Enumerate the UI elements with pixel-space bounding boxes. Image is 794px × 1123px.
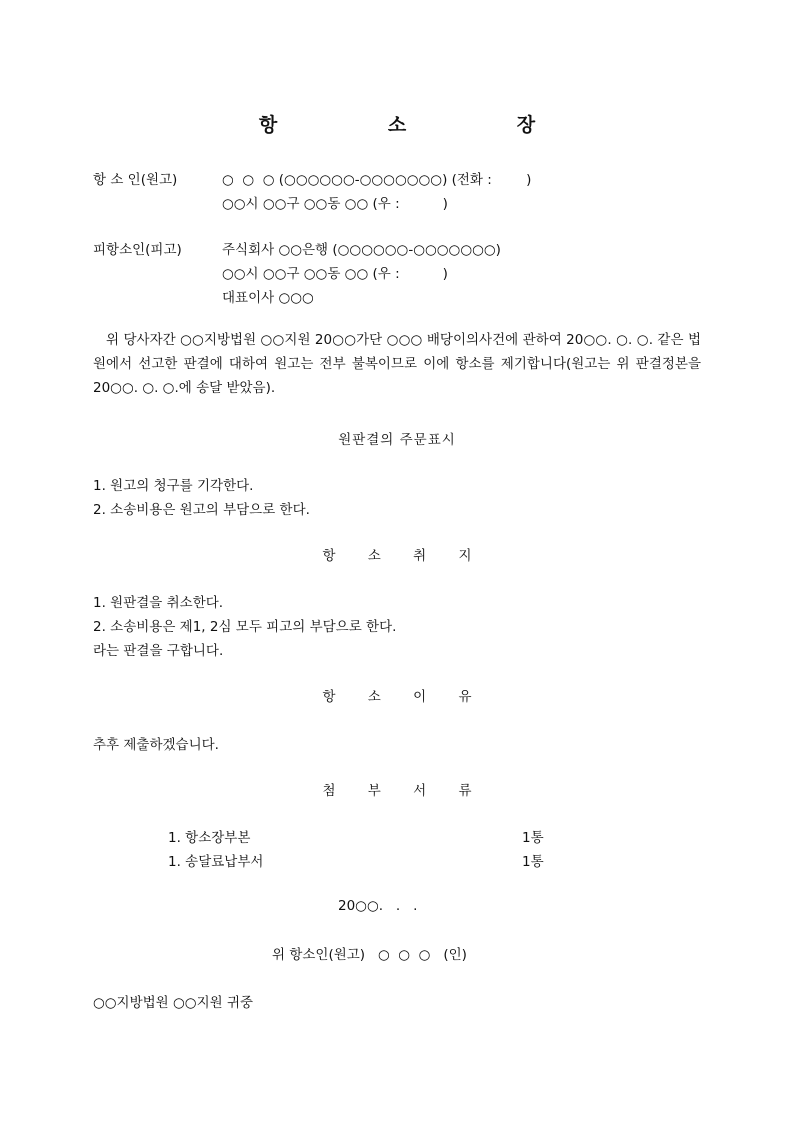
attachment-name: 1. 송달료납부서 <box>168 854 264 870</box>
appeal-purpose-item: 2. 소송비용은 제1, 2심 모두 피고의 부담으로 한다. <box>93 619 397 635</box>
document-title: 항 소 장 <box>258 114 588 136</box>
appellee-name-line: 주식회사 ○○은행 (○○○○○○-○○○○○○○) <box>222 242 501 258</box>
appellant-address-line: ○○시 ○○구 ○○동 ○○ (우 : ) <box>222 196 448 212</box>
appellee-label: 피항소인(피고) <box>93 242 182 258</box>
original-judgment-heading: 원판결의 주문표시 <box>338 432 456 448</box>
appeal-purpose-item: 1. 원판결을 취소한다. <box>93 595 224 611</box>
appellee-representative-line: 대표이사 ○○○ <box>222 290 314 306</box>
original-judgment-item: 2. 소송비용은 원고의 부담으로 한다. <box>93 502 310 518</box>
appeal-purpose-heading: 항 소 취 지 <box>322 548 486 564</box>
attachment-quantity: 1통 <box>522 854 544 870</box>
attachment-name: 1. 항소장부본 <box>168 830 251 846</box>
appellant-label: 항 소 인(원고) <box>93 172 178 188</box>
attachment-quantity: 1통 <box>522 830 544 846</box>
appeal-reason-text: 추후 제출하겠습니다. <box>93 737 219 753</box>
attachments-heading: 첨 부 서 류 <box>322 783 486 799</box>
intro-paragraph: 위 당사자간 ○○지방법원 ○○지원 20○○가단 ○○○ 배당이의사건에 관하여 20○○. ○. ○. 같은 법원에서 선고한 판결에 대하여 원고는 전부 불복이므로 이에 항소를 제기합니다(원고는 위 판결정본을 20○○. ○. ○.에 송달 받았음). <box>93 332 701 396</box>
appeal-reason-heading: 항 소 이 유 <box>322 689 486 705</box>
court-addressee: ○○지방법원 ○○지원 귀중 <box>93 995 254 1011</box>
original-judgment-item: 1. 원고의 청구를 기각한다. <box>93 478 254 494</box>
appellee-address-line: ○○시 ○○구 ○○동 ○○ (우 : ) <box>222 266 448 282</box>
signature-line: 위 항소인(원고) ○ ○ ○ (인) <box>272 947 467 963</box>
appeal-purpose-closing: 라는 판결을 구합니다. <box>93 643 224 659</box>
filing-date: 20○○. . . <box>338 898 418 914</box>
appellant-name-line: ○ ○ ○ (○○○○○○-○○○○○○○) (전화 : ) <box>222 172 532 188</box>
